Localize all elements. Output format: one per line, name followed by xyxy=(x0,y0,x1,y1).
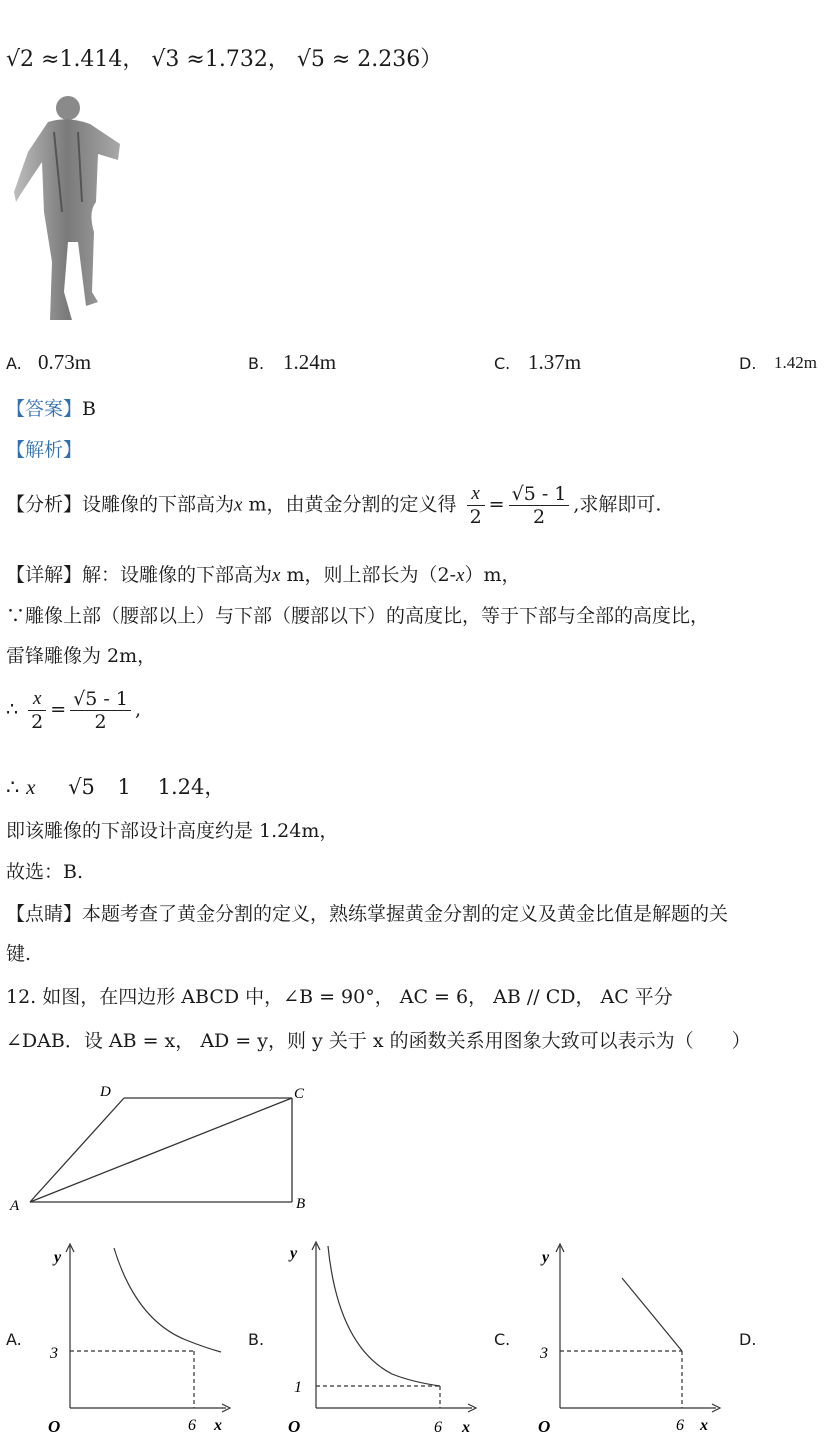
graph-b-x: x xyxy=(462,1419,470,1436)
fenxi-text3: ,求解即可. xyxy=(573,493,662,516)
therefore-equation xyxy=(6,688,141,733)
graph-b-tick-x: 6 xyxy=(434,1419,442,1436)
option-d-letter: D. xyxy=(739,354,757,373)
dianjing-line2: 键. xyxy=(6,943,32,965)
therefore-tail: , xyxy=(134,698,141,721)
statue-image xyxy=(8,92,126,328)
therefore2-sqrt: √5 xyxy=(68,775,95,799)
fenxi-tag: 【分析】 xyxy=(6,493,83,516)
label-d: D xyxy=(100,1084,111,1100)
xiangjie-var2: x xyxy=(456,565,465,586)
therefore2-x: x xyxy=(26,775,36,799)
because-line: ∵雕像上部（腰部以上）与下部（腰部以下）的高度比，等于下部与全部的高度比， xyxy=(6,605,710,627)
graph-a-tick-x: 6 xyxy=(188,1417,196,1434)
fenxi-eq: = xyxy=(488,493,505,516)
graph-b xyxy=(282,1236,482,1441)
therefore-result xyxy=(6,771,225,801)
leifeng-line: 雷锋雕像为 2m， xyxy=(6,645,157,667)
xiangjie-text: 解：设雕像的下部高为 xyxy=(82,564,273,586)
conclusion-line: 即该雕像的下部设计高度约是 1.24m， xyxy=(6,820,339,842)
therefore2-value: 1.24， xyxy=(157,775,226,799)
therefore2-symbol: ∴ xyxy=(6,775,20,799)
xiangjie-line xyxy=(6,560,521,587)
answer-value: B xyxy=(82,398,96,420)
graph-b-y: y xyxy=(290,1245,298,1262)
graph-d-letter: D. xyxy=(739,1330,757,1349)
graph-c-y: y xyxy=(542,1249,550,1266)
graph-b-letter: B. xyxy=(248,1330,265,1349)
dianjing-text: 本题考查了黄金分割的定义，熟练掌握黄金分割的定义及黄金比值是解题的关 xyxy=(82,903,729,925)
analysis-tag: 【解析】 xyxy=(6,439,83,461)
fenxi-text1: 设雕像的下部高为 xyxy=(82,493,235,516)
therefore2-one: 1 xyxy=(117,775,131,799)
therefore-frac1: $\frac{x}{2}$ xyxy=(28,688,46,733)
option-b-value: 1.24m xyxy=(283,350,337,374)
dianjing-tag: 【点睛】 xyxy=(6,903,83,925)
xiangjie-tag: 【详解】 xyxy=(6,564,83,586)
choice-line: 故选：B. xyxy=(6,861,84,883)
graph-a-y: y xyxy=(54,1249,62,1266)
option-b-letter: B. xyxy=(248,354,265,373)
q12-line1: 12. 如图，在四边形 ABCD 中，∠B = 90°， AC = 6， AB // CD， AC 平分 xyxy=(6,986,673,1008)
dianjing-line xyxy=(6,899,728,926)
graph-c-x: x xyxy=(700,1417,708,1434)
graph-c-origin: O xyxy=(538,1417,551,1435)
option-a-letter: A. xyxy=(6,354,22,373)
graph-c-letter: C. xyxy=(494,1330,511,1349)
option-d-value: 1.42m xyxy=(774,353,817,372)
fenxi-frac1: $\frac{x}{2}$ xyxy=(467,483,485,528)
quadrilateral-figure xyxy=(0,1078,330,1218)
graph-a xyxy=(36,1240,236,1435)
xiangjie-text3: ）m， xyxy=(464,564,521,586)
xiangjie-text2: m，则上部长为（2- xyxy=(280,564,457,586)
fenxi-text2: m，由黄金分割的定义得 xyxy=(242,493,457,516)
label-b: B xyxy=(296,1196,306,1212)
xiangjie-var: x xyxy=(272,565,281,586)
answer-tag: 【答案】 xyxy=(6,398,83,420)
graph-c-tick-x: 6 xyxy=(676,1417,684,1434)
graph-a-tick-y: 3 xyxy=(50,1345,58,1362)
option-c-value: 1.37m xyxy=(528,350,582,374)
therefore-symbol: ∴ xyxy=(6,698,19,721)
graph-a-origin: O xyxy=(48,1417,61,1435)
graph-c xyxy=(526,1240,726,1435)
graph-c-tick-y: 3 xyxy=(540,1345,548,1362)
fenxi-line xyxy=(6,483,661,528)
q12-line2: ∠DAB．设 AB = x， AD = y，则 y 关于 x 的函数关系用图象大致可以表示为（ ） xyxy=(6,1030,751,1052)
sqrt-approx-line: √2 ≈1.414， √3 ≈1.732， √5 ≈ 2.236） xyxy=(6,47,443,72)
label-a: A xyxy=(10,1198,20,1214)
graph-b-origin: O xyxy=(288,1417,301,1436)
therefore-frac2: $\frac{√5 - 1}{2}$ xyxy=(70,688,131,733)
graph-a-x: x xyxy=(214,1417,222,1434)
option-a-value: 0.73m xyxy=(38,350,92,374)
option-c-letter: C. xyxy=(494,354,511,373)
answer-line xyxy=(6,394,96,421)
fenxi-var: x xyxy=(234,494,243,516)
graph-a-letter: A. xyxy=(6,1330,22,1349)
label-c: C xyxy=(294,1086,305,1102)
therefore-eq: = xyxy=(50,698,67,721)
fenxi-frac2: $\frac{√5 - 1}{2}$ xyxy=(509,483,570,528)
graph-b-tick-y: 1 xyxy=(294,1379,302,1396)
